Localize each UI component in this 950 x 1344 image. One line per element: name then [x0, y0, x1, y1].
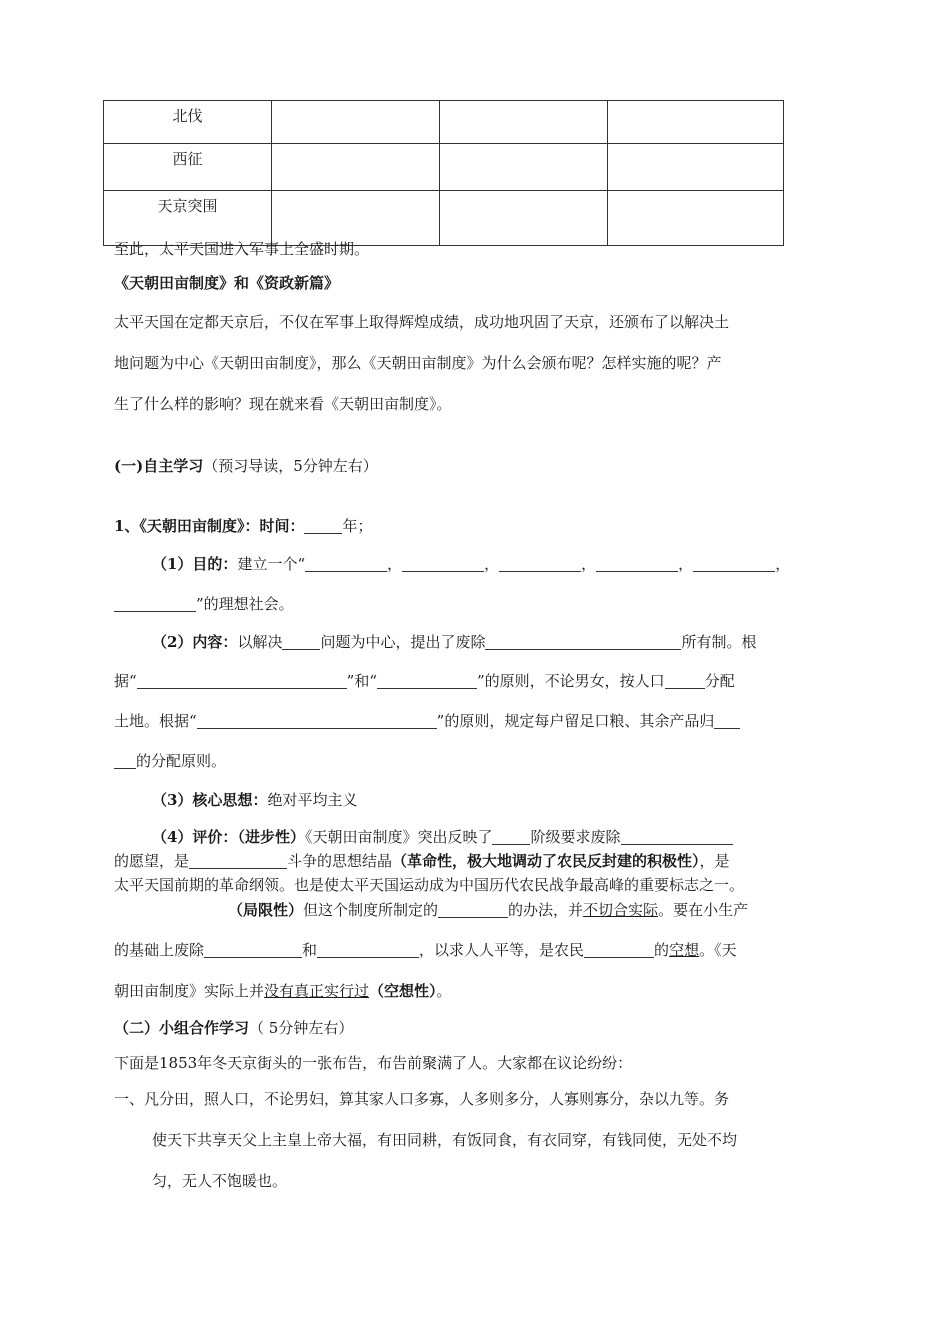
underlined-text: 没有真正实行过 — [264, 982, 370, 1000]
notice-item-line: 一、凡分田，照人口，不论男妇，算其家人口多寡，人多则多分，人寡则寡分，杂以九等。务 — [114, 1090, 730, 1108]
evaluation-line — [114, 850, 730, 871]
campaign-table — [103, 100, 784, 246]
limitation-text: 。《天 — [699, 941, 737, 959]
group-study-heading — [114, 1017, 353, 1038]
table-cell — [608, 101, 784, 144]
limitation-text: 的办法，并 — [508, 901, 584, 919]
evaluation-line: 太平天国前期的革命纲领。也是使太平天国运动成为中国历代农民战争最高峰的重要标志之一。 — [114, 876, 745, 894]
fill-blank[interactable] — [189, 852, 287, 869]
fill-blank[interactable] — [584, 941, 654, 958]
purpose-label: （1）目的： — [152, 555, 238, 573]
notice-item-line: 匀，无人不饱暖也。 — [152, 1172, 288, 1190]
fill-blank[interactable] — [204, 941, 302, 958]
utopian-note: （空想性） — [369, 982, 437, 1000]
content-text: ”的原则，规定每户留足口粮、其余产品归 — [436, 712, 715, 730]
after-table-text: 至此，太平天国进入军事上全盛时期。 — [114, 240, 370, 258]
fill-blank[interactable] — [197, 712, 437, 729]
content-text: 的分配原则。 — [136, 752, 227, 770]
fill-blank[interactable] — [305, 555, 387, 572]
year-suffix: 年； — [342, 517, 373, 535]
heading-label: (一)自主学习 — [114, 457, 204, 475]
core-idea-line — [152, 789, 357, 810]
evaluation-text: 《天朝田亩制度》突出反映了 — [304, 828, 493, 846]
limitation-line — [114, 939, 737, 960]
limitation-label: （局限性） — [228, 901, 304, 919]
table-cell-name: 西征 — [104, 144, 272, 191]
content-text: 据“ — [114, 672, 137, 690]
fill-blank[interactable] — [282, 633, 320, 650]
fill-blank[interactable] — [714, 712, 740, 729]
table-cell — [272, 101, 440, 144]
fill-blank[interactable] — [402, 555, 484, 572]
fill-blank[interactable] — [499, 555, 581, 572]
fill-blank[interactable] — [596, 555, 678, 572]
content-text: ”和“ — [346, 672, 378, 690]
evaluation-line — [152, 826, 733, 847]
comma: ， — [387, 555, 403, 573]
limitation-text: 。 — [436, 982, 452, 1000]
content-line — [152, 631, 757, 652]
purpose-end: ”的理想社会。 — [196, 595, 294, 613]
revolutionary-note: （革命性，极大地调动了农民反封建的积极性） — [392, 852, 700, 870]
purpose-line — [152, 553, 790, 574]
notice-item-line: 使天下共享天父上主皇上帝大福，有田同耕，有饭同食，有衣同穿，有钱同使，无处不均 — [152, 1131, 738, 1149]
fill-blank[interactable] — [377, 672, 477, 689]
content-line — [114, 750, 226, 771]
content-line — [114, 710, 740, 731]
table-cell — [440, 144, 608, 191]
core-text: 绝对平均主义 — [267, 791, 358, 809]
comma: ， — [484, 555, 500, 573]
fill-blank[interactable] — [317, 941, 419, 958]
limitation-text: 的 — [654, 941, 670, 959]
content-line — [114, 670, 735, 691]
fill-blank[interactable] — [665, 672, 705, 689]
heading-note: （ 5分钟左右） — [249, 1019, 354, 1037]
evaluation-text: 的愿望，是 — [114, 852, 190, 870]
content-text: ”的原则，不论男女，按人口 — [477, 672, 665, 690]
underlined-text: 不切合实际 — [583, 901, 659, 919]
evaluation-text: 斗争的思想结晶 — [287, 852, 393, 870]
table-row — [104, 101, 784, 144]
evaluation-label: （4）评价： — [152, 828, 238, 846]
intro-paragraph-line: 地问题为中心《天朝田亩制度》，那么《天朝田亩制度》为什么会颁布呢？怎样实施的呢？产 — [114, 354, 722, 372]
purpose-line-end — [114, 593, 294, 614]
comma: ， — [678, 555, 694, 573]
limitation-text: 。要在小生产 — [658, 901, 749, 919]
question-time — [114, 515, 372, 536]
table-cell — [440, 101, 608, 144]
limitation-text: 但这个制度所制定的 — [303, 901, 439, 919]
content-text: 所有制。根 — [681, 633, 757, 651]
underlined-text: 空想 — [669, 941, 700, 959]
self-study-heading — [114, 455, 378, 476]
fill-blank[interactable] — [114, 752, 136, 769]
content-label: （2）内容： — [152, 633, 238, 651]
fill-blank[interactable] — [621, 828, 733, 845]
comma: ， — [775, 555, 791, 573]
heading-label: （二）小组合作学习 — [114, 1019, 250, 1037]
limitation-text: ，以求人人平等，是农民 — [419, 941, 585, 959]
table-cell-name: 北伐 — [104, 101, 272, 144]
evaluation-text: 阶级要求废除 — [530, 828, 621, 846]
limitation-line — [114, 980, 452, 1001]
fill-blank[interactable] — [304, 517, 342, 534]
progressive-label: （进步性） — [237, 828, 305, 846]
content-text: 分配 — [704, 672, 735, 690]
table-cell — [272, 144, 440, 191]
fill-blank[interactable] — [137, 672, 347, 689]
table-cell-name: 天京突围 — [104, 191, 272, 246]
core-label: （3）核心思想： — [152, 791, 268, 809]
content-text: 问题为中心，提出了废除 — [320, 633, 486, 651]
notice-intro: 下面是1853年冬天京街头的一张布告，布告前聚满了人。大家都在议论纷纷： — [114, 1054, 633, 1072]
limitation-text: 和 — [302, 941, 318, 959]
fill-blank[interactable] — [438, 901, 508, 918]
heading-note: （预习导读，5分钟左右） — [203, 457, 378, 475]
table-cell — [608, 144, 784, 191]
fill-blank[interactable] — [114, 595, 196, 612]
intro-paragraph-line: 生了什么样的影响？现在就来看《天朝田亩制度》。 — [114, 395, 452, 413]
table-row — [104, 144, 784, 191]
fill-blank[interactable] — [485, 633, 681, 650]
table-cell — [608, 191, 784, 246]
purpose-text: 建立一个“ — [237, 555, 306, 573]
limitation-text: 的基础上废除 — [114, 941, 205, 959]
evaluation-text: ，是 — [699, 852, 730, 870]
limitation-line — [228, 899, 748, 920]
limitation-text: 朝田亩制度》实际上并 — [114, 982, 265, 1000]
comma: ， — [581, 555, 597, 573]
question-label: 1、《天朝田亩制度》：时间： — [114, 517, 305, 535]
content-text: 土地。根据“ — [114, 712, 197, 730]
intro-paragraph-line: 太平天国在定都天京后，不仅在军事上取得辉煌成绩，成功地巩固了天京，还颁布了以解决土 — [114, 313, 730, 331]
fill-blank[interactable] — [492, 828, 530, 845]
table-cell — [440, 191, 608, 246]
fill-blank[interactable] — [693, 555, 775, 572]
section-title: 《天朝田亩制度》和《资政新篇》 — [114, 274, 340, 292]
content-text: 以解决 — [237, 633, 283, 651]
